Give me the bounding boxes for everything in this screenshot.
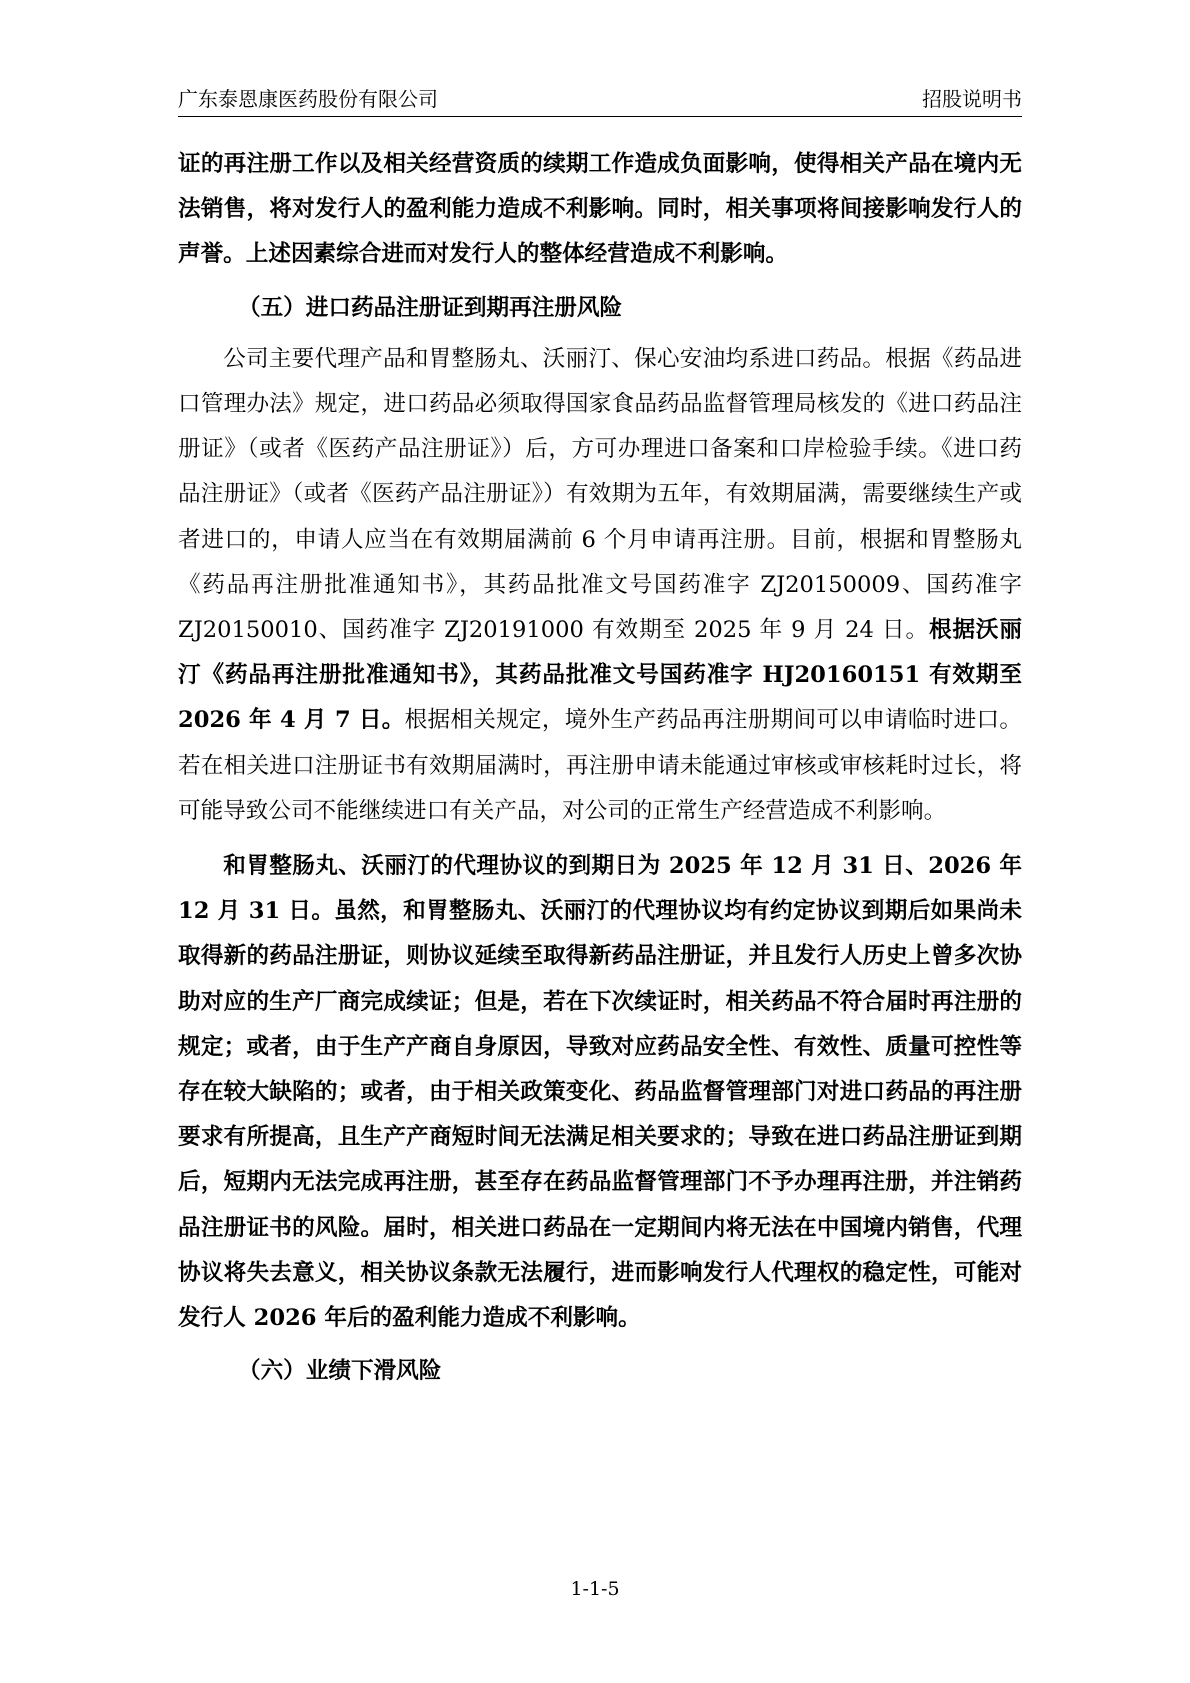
document-type: 招股说明书	[922, 87, 1022, 111]
section-heading-6: （六）业绩下滑风险	[238, 1358, 442, 1385]
company-name: 广东泰恩康医药股份有限公司	[178, 87, 438, 111]
paragraph-agency-agreement: 和胃整肠丸、沃丽汀的代理协议的到期日为 2025 年 12 月 31 日、2026 年 12 月 31 日。虽然，和胃整肠丸、沃丽汀的代理协议均有约定协议到期后如果尚未取得新的药品注册证，则协议延续至取得新药品注册证，并且发行人历史上曾多次协助对应的生产厂商完成续证；但是，若在下次续证时，相关药品不符合届时再注册的规定；或者，由于生产产商自身原因，导致对应药品安全性、有效性、质量可控性等存在较大缺陷的；或者，由于相关政策变化、药品监督管理部门对进口药品的再注册要求有所提高，且生产产商短时间无法满足相关要求的；导致在进口药品注册证到期后，短期内无法完成再注册，甚至存在药品监督管理部门不予办理再注册，并注销药品注册证书的风险。届时，相关进口药品在一定期间内将无法在中国境内销售，代理协议将失去意义，相关协议条款无法履行，进而影响发行人代理权的稳定性，可能对发行人 2026 年后的盈利能力造成不利影响。	[178, 853, 1022, 1332]
document-body	[178, 142, 1022, 1400]
paragraph-registration-part-b: 根据相关规定，境外生产药品再注册期间可以申请临时进口。若在相关进口注册证书有效期届满时，再注册申请未能通过审核或审核耗时过长，将可能导致公司不能继续进口有关产品，对公司的正常生产经营造成不利影响。	[178, 707, 1023, 824]
paragraph-registration-part-a: 公司主要代理产品和胃整肠丸、沃丽汀、保心安油均系进口药品。根据《药品进口管理办法》规定，进口药品必须取得国家食品药品监督管理局核发的《进口药品注册证》（或者《医药产品注册证》）后，方可办理进口备案和口岸检验手续。《进口药品注册证》（或者《医药产品注册证》）有效期为五年，有效期届满，需要继续生产或者进口的，申请人应当在有效期届满前 6 个月申请再注册。目前，根据和胃整肠丸《药品再注册批准通知书》，其药品批准文号国药准字 ZJ20150009、国药准字 ZJ20150010、国药准字 ZJ20191000 有效期至 2025 年 9 月 24 日。	[178, 345, 1022, 644]
paragraph-registration	[178, 337, 1022, 834]
paragraph-intro: 证的再注册工作以及相关经营资质的续期工作造成负面影响，使得相关产品在境内无法销售，将对发行人的盈利能力造成不利影响。同时，相关事项将间接影响发行人的声誉。上述因素综合进而对发行人的整体经营造成不利影响。	[178, 151, 1022, 268]
page-header	[178, 82, 1022, 117]
paragraph-registration-bold: 根据沃丽汀《药品再注册批准通知书》，其药品批准文号国药准字 HJ20160151 有效期至 2026 年 4 月 7 日。	[178, 617, 1023, 734]
section-heading-5: （五）进口药品注册证到期再注册风险	[238, 294, 623, 321]
page-number: 1-1-5	[570, 1578, 620, 1600]
paragraph-gap	[178, 834, 1022, 844]
